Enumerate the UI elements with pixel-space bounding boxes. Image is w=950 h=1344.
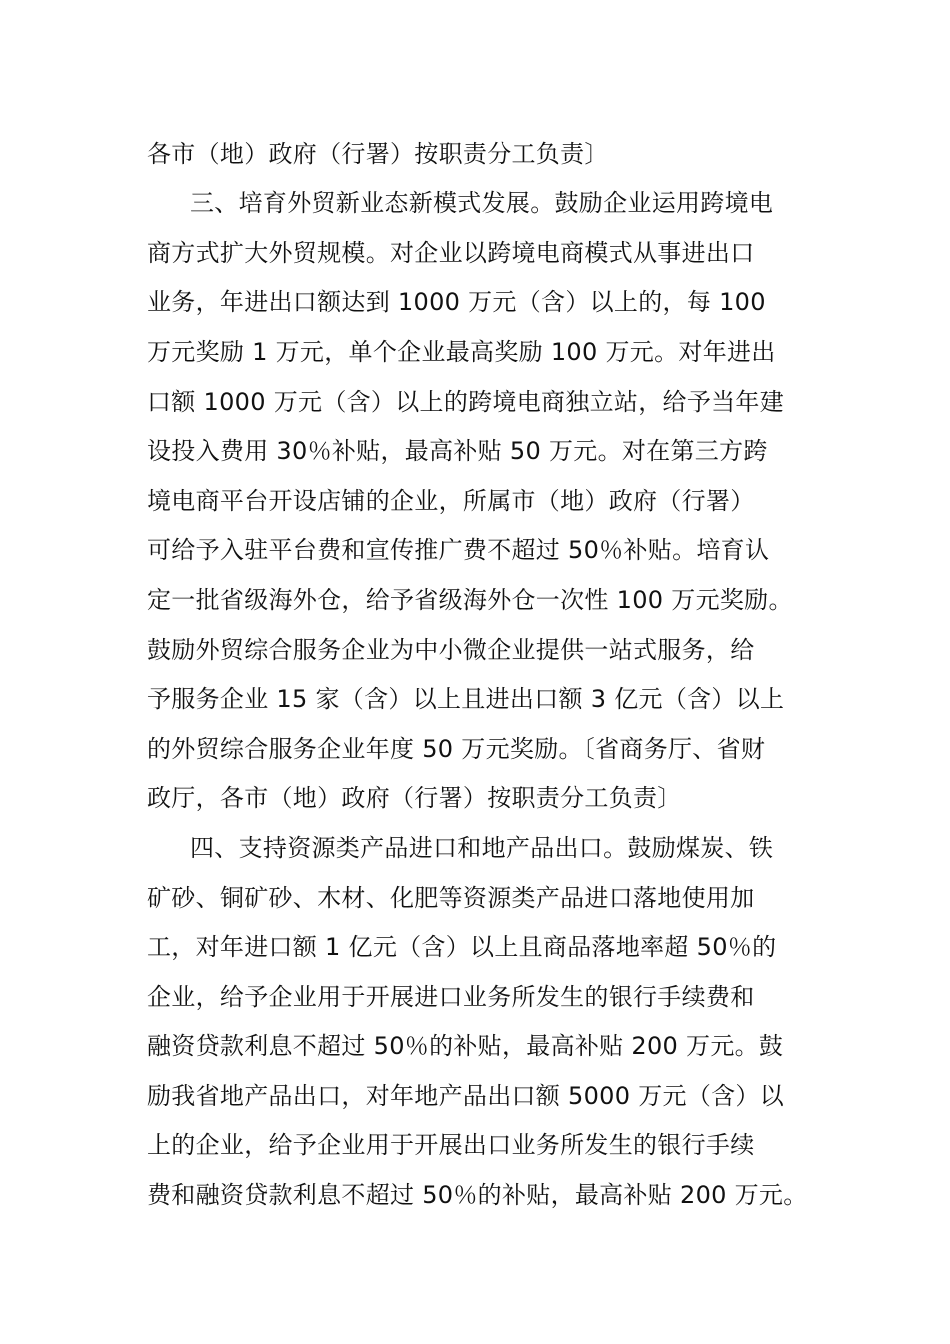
- text-line: 口额 1000 万元（含）以上的跨境电商独立站，给予当年建: [147, 388, 785, 416]
- text-line: 四、支持资源类产品进口和地产品出口。鼓励煤炭、铁: [190, 834, 774, 862]
- text-line: 设投入费用 30％补贴，最高补贴 50 万元。对在第三方跨: [147, 437, 768, 465]
- text-line: 工，对年进口额 1 亿元（含）以上且商品落地率超 50％的: [147, 933, 777, 961]
- text-line: 可给予入驻平台费和宣传推广费不超过 50％补贴。培育认: [147, 536, 770, 564]
- text-line: 的外贸综合服务企业年度 50 万元奖励。〔省商务厅、省财: [147, 735, 766, 763]
- text-line: 矿砂、铜矿砂、木材、化肥等资源类产品进口落地使用加: [147, 884, 755, 912]
- text-line: 定一批省级海外仓，给予省级海外仓一次性 100 万元奖励。: [147, 586, 793, 614]
- text-line: 企业，给予企业用于开展进口业务所发生的银行手续费和: [147, 983, 755, 1011]
- text-line: 励我省地产品出口，对年地产品出口额 5000 万元（含）以: [147, 1082, 785, 1110]
- text-line: 融资贷款利息不超过 50％的补贴，最高补贴 200 万元。鼓: [147, 1032, 784, 1060]
- text-line: 予服务企业 15 家（含）以上且进出口额 3 亿元（含）以上: [147, 685, 785, 713]
- text-line: 鼓励外贸综合服务企业为中小微企业提供一站式服务，给: [147, 636, 755, 664]
- text-line: 商方式扩大外贸规模。对企业以跨境电商模式从事进出口: [147, 239, 755, 267]
- text-line: 三、培育外贸新业态新模式发展。鼓励企业运用跨境电: [190, 189, 774, 217]
- text-line: 万元奖励 1 万元，单个企业最高奖励 100 万元。对年进出: [147, 338, 776, 366]
- text-line: 各市（地）政府（行署）按职责分工负责〕: [147, 140, 609, 168]
- text-line: 费和融资贷款利息不超过 50％的补贴，最高补贴 200 万元。: [147, 1181, 808, 1209]
- text-line: 上的企业，给予企业用于开展出口业务所发生的银行手续: [147, 1131, 755, 1159]
- text-line: 业务，年进出口额达到 1000 万元（含）以上的，每 100: [147, 288, 766, 316]
- text-line: 政厅，各市（地）政府（行署）按职责分工负责〕: [147, 784, 682, 812]
- text-line: 境电商平台开设店铺的企业，所属市（地）政府（行署）: [147, 487, 755, 515]
